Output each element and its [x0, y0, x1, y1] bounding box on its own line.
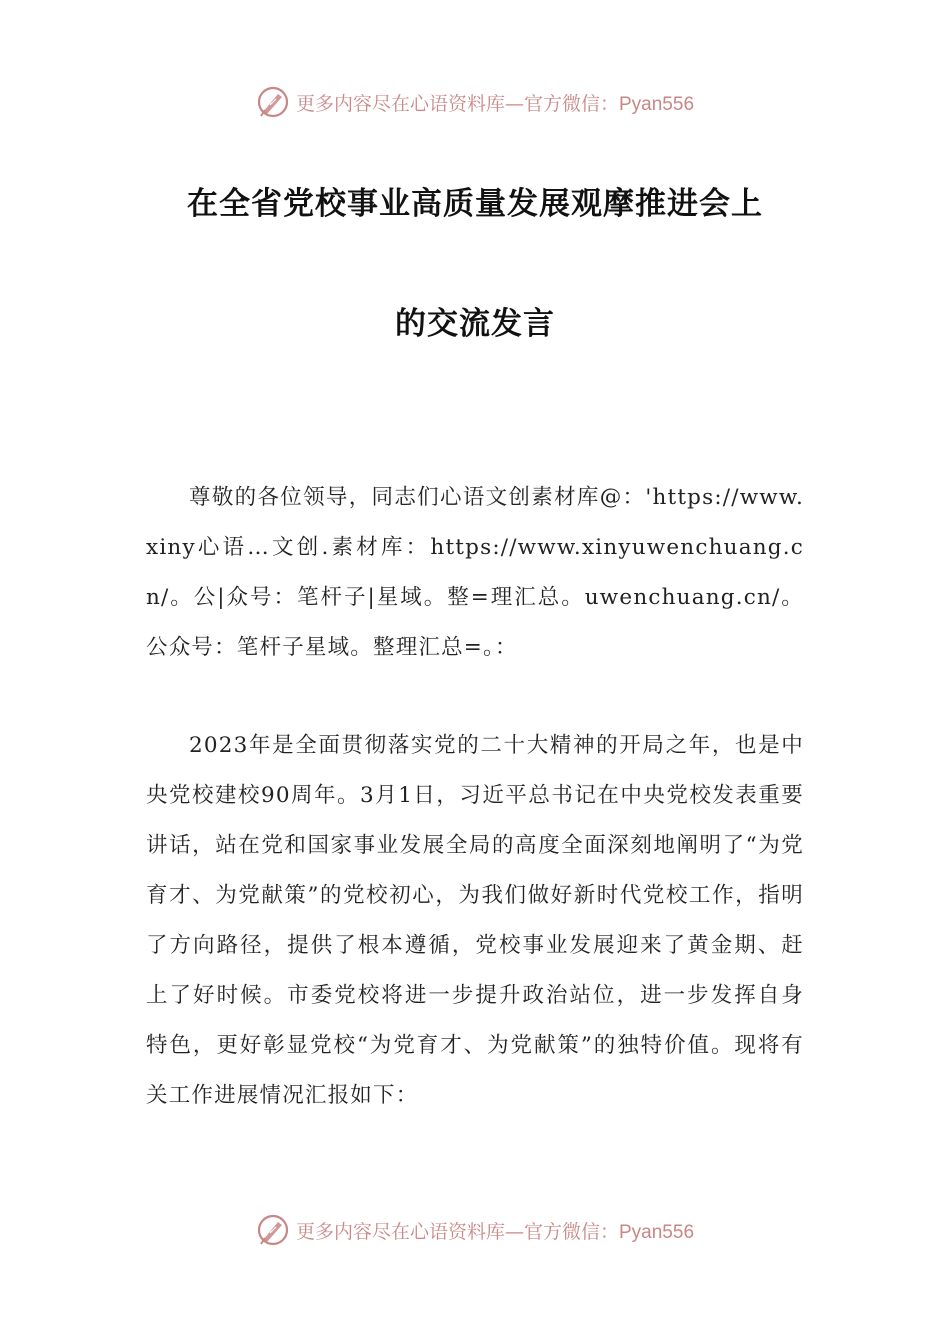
body-paragraph-intro: 2023年是全面贯彻落实党的二十大精神的开局之年，也是中央党校建校90周年。3月1日，习近平总书记在中央党校发表重要讲话，站在党和国家事业发展全局的高度全面深刻地阐明了“为党育才、为党献策”的党校初心，为我们做好新时代党校工作，指明了方向路径，提供了根本遵循，党校事业发展迎来了黄金期、赶上了好时候。市委党校将进一步提升政治站位，进一步发挥自身特色，更好彰显党校“为党育才、为党献策”的独特价值。现将有关工作进展情况汇报如下：: [146, 733, 804, 1108]
watermark-text: 更多内容尽在心语资料库—官方微信：Pyan556: [295, 92, 695, 115]
quill-pen-logo-icon: [256, 1213, 290, 1247]
quill-pen-logo-icon: [256, 85, 290, 119]
document-title-line-2: 的交流发言: [395, 306, 555, 342]
body-paragraph-greeting: 尊敬的各位领导，同志们心语文创素材库@：'https://www.xiny心语…文创.素材库：https://www.xinyuwenchuang.cn/。公|众号：笔杆子|星域。整=理汇总。uwenchuang.cn/。公众号：笔杆子星域。整理汇总=。：: [146, 485, 804, 660]
footer-watermark-banner: [0, 1210, 950, 1250]
header-watermark-banner: [0, 82, 950, 122]
wechat-handle: Pyan556: [619, 1221, 695, 1243]
wechat-handle: Pyan556: [619, 93, 695, 115]
watermark-text: 更多内容尽在心语资料库—官方微信：Pyan556: [295, 1220, 695, 1243]
document-title-line-1: 在全省党校事业高质量发展观摩推进会上: [187, 186, 763, 222]
